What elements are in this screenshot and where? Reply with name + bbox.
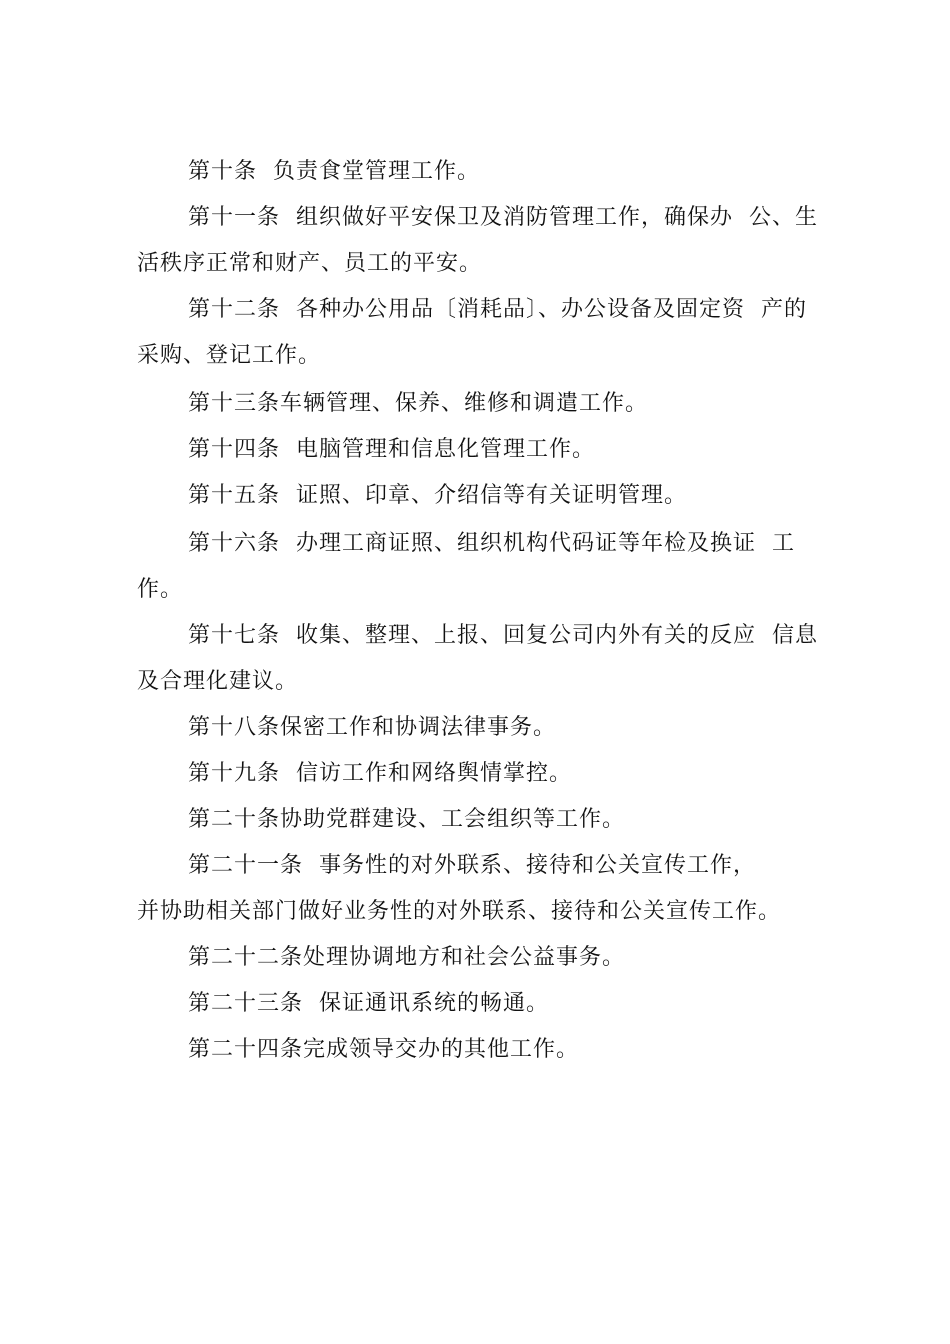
article-12: 第十二条 各种办公用品〔消耗品〕、办公设备及固定资 产的 <box>188 297 807 322</box>
article-12-continued: 采购、登记工作。 <box>137 343 322 368</box>
article-10: 第十条 负责食堂管理工作。 <box>188 159 480 184</box>
article-11-continued: 活秩序正常和财产、员工的平安。 <box>137 251 483 276</box>
article-13: 第十三条车辆管理、保养、维修和调遣工作。 <box>188 391 649 416</box>
article-24: 第二十四条完成领导交办的其他工作。 <box>188 1037 580 1062</box>
article-15: 第十五条 证照、印章、介绍信等有关证明管理。 <box>188 483 687 508</box>
article-21-continued: 并协助相关部门做好业务性的对外联系、接待和公关宣传工作。 <box>137 899 782 924</box>
article-17: 第十七条 收集、整理、上报、回复公司内外有关的反应 信息 <box>188 623 818 648</box>
article-16-continued: 作。 <box>137 577 184 602</box>
article-18: 第十八条保密工作和协调法律事务。 <box>188 715 557 740</box>
article-23: 第二十三条 保证通讯系统的畅通。 <box>188 991 549 1016</box>
article-19: 第十九条 信访工作和网络舆情掌控。 <box>188 761 572 786</box>
article-21: 第二十一条 事务性的对外联系、接待和公关宣传工作， <box>188 853 756 878</box>
article-22: 第二十二条处理协调地方和社会公益事务。 <box>188 945 626 970</box>
article-16: 第十六条 办理工商证照、组织机构代码证等年检及换证 工 <box>188 531 795 556</box>
article-20: 第二十条协助党群建设、工会组织等工作。 <box>188 807 626 832</box>
article-14: 第十四条 电脑管理和信息化管理工作。 <box>188 437 595 462</box>
article-11: 第十一条 组织做好平安保卫及消防管理工作，确保办 公、生 <box>188 205 818 230</box>
article-17-continued: 及合理化建议。 <box>137 669 299 694</box>
